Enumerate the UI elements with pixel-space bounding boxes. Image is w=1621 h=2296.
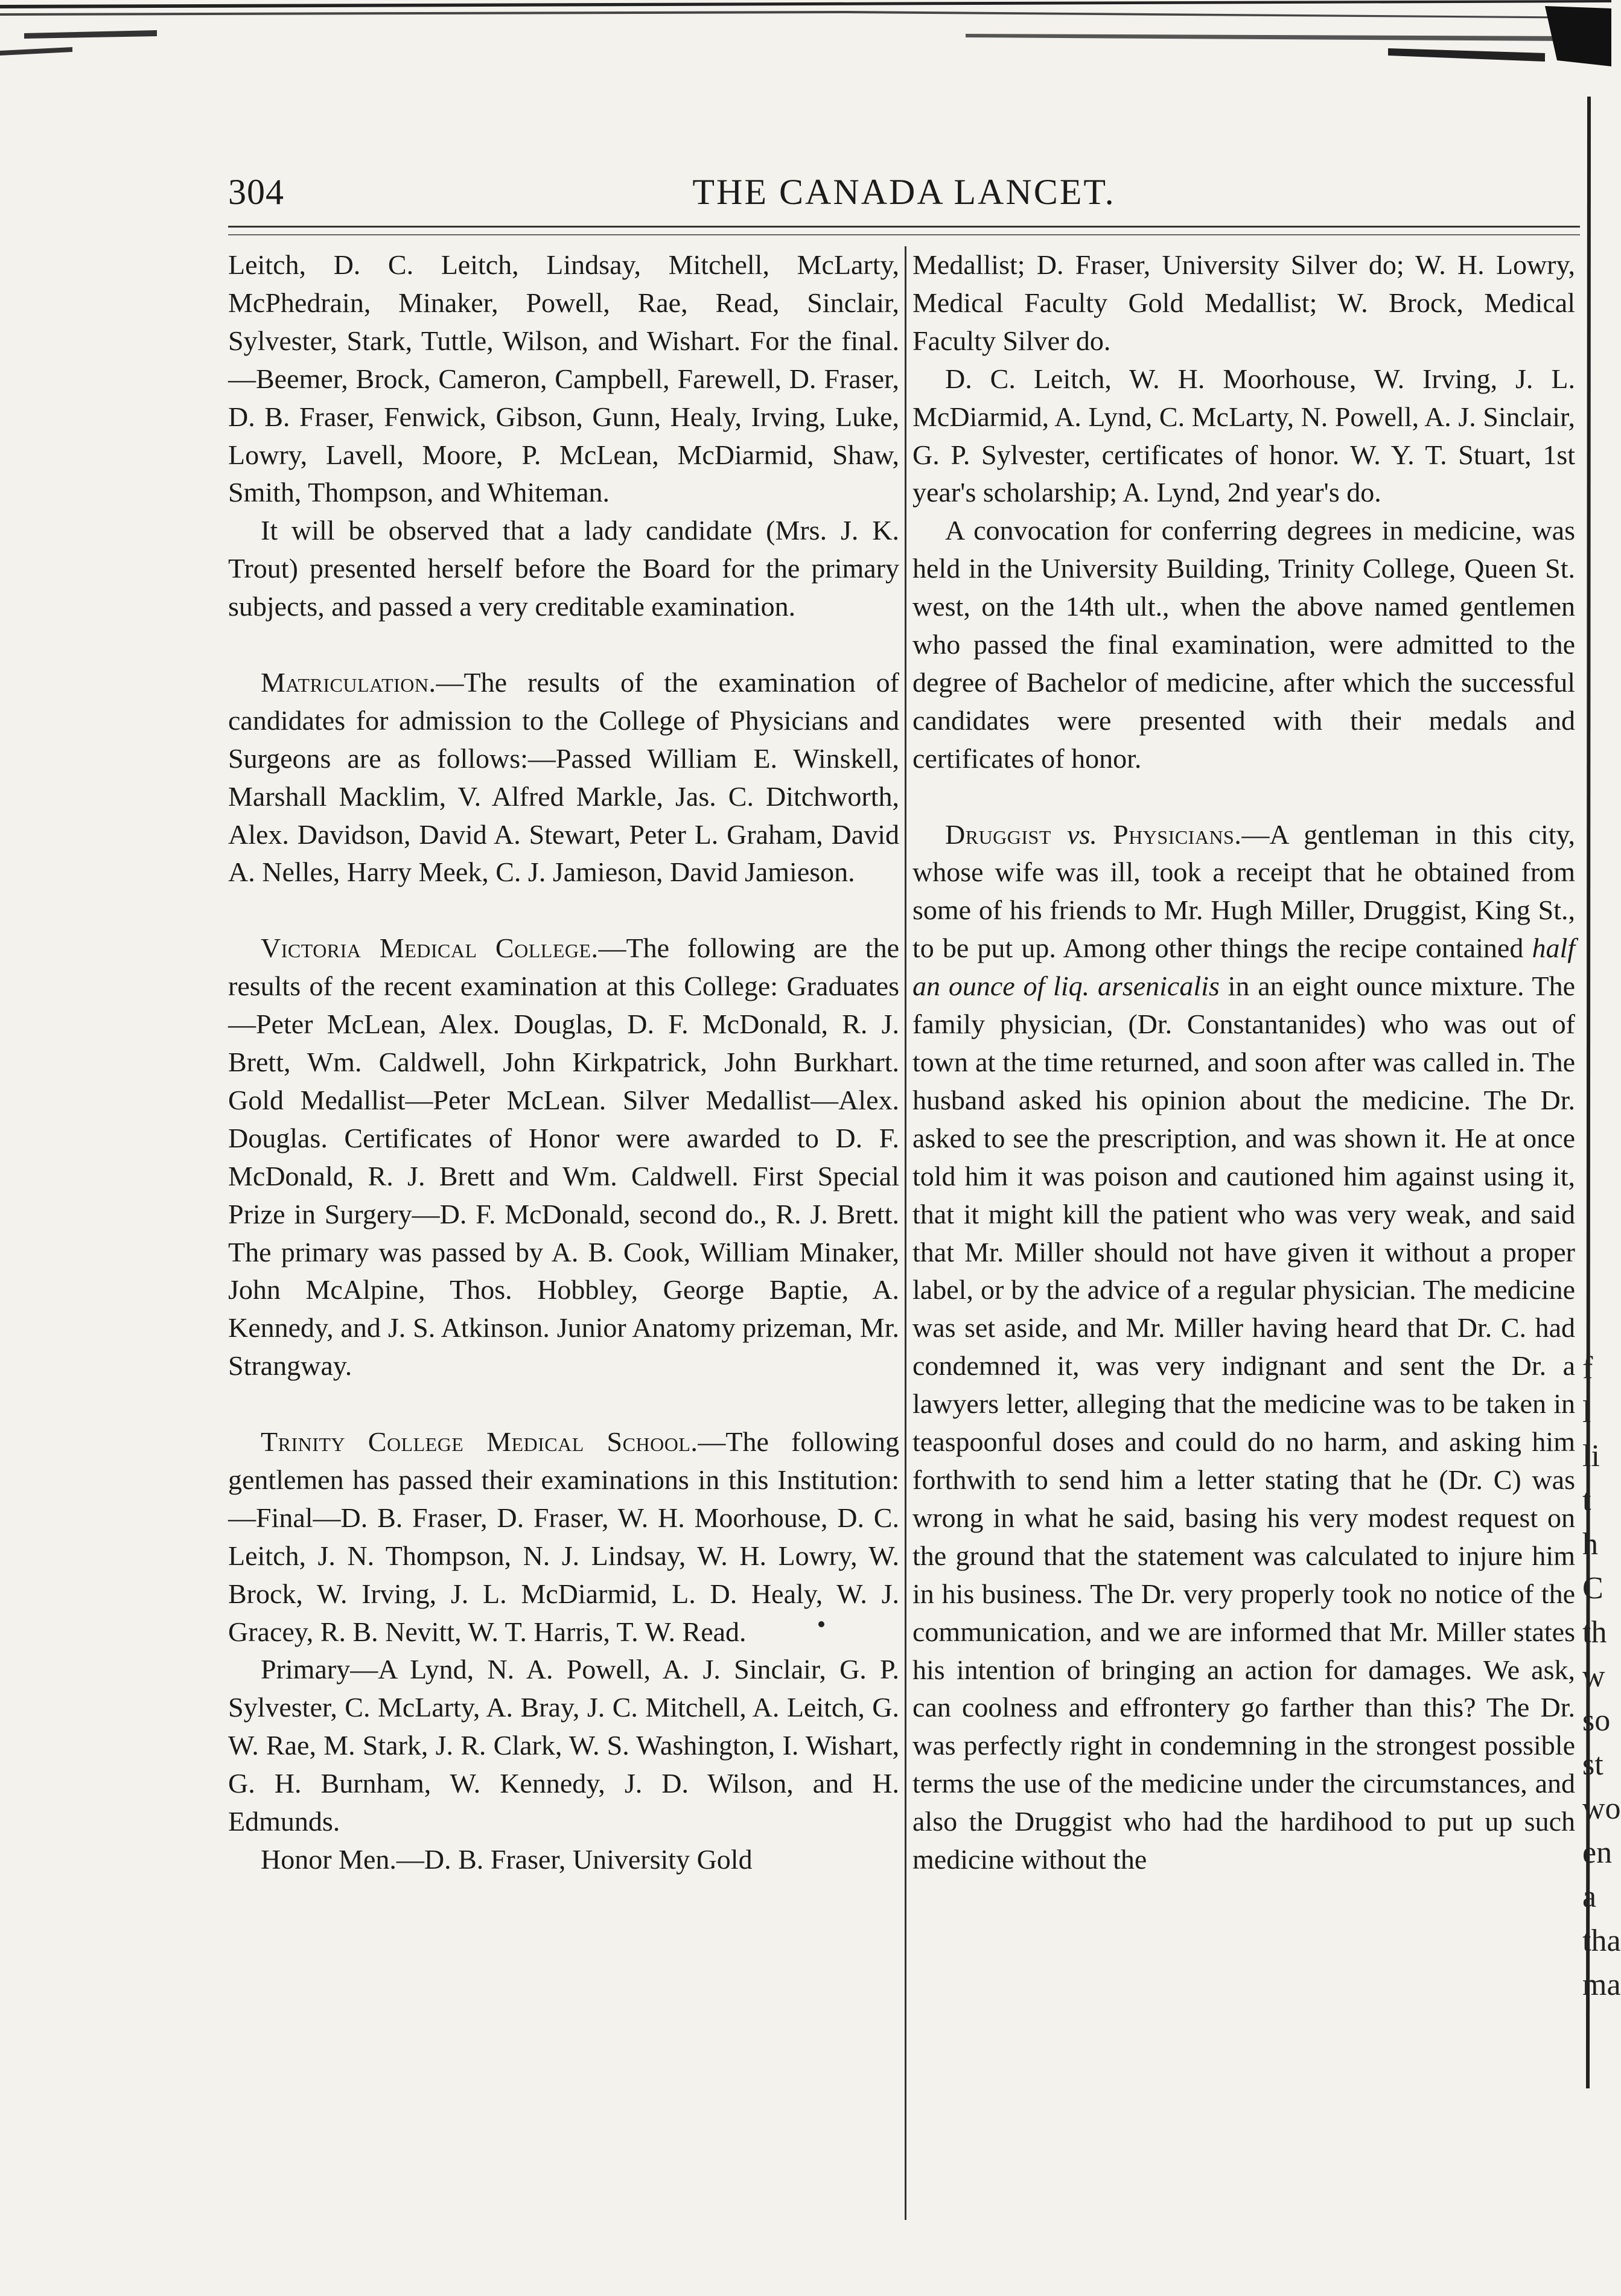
margin-fragment: ma (1582, 1968, 1621, 2002)
header-rule (228, 226, 1580, 228)
adjacent-page-fragments (1582, 1346, 1621, 2007)
margin-fragment: li (1582, 1439, 1600, 1473)
article-text: in an eight ounce mixture. The family physician, (Dr. Constantanides) who was out of town at the time returned, and soon after was called in. The husband asked his opinion about the medicine. The Dr. asked to see the prescription, and was shown it. He at once told him it was poison and cautioned him against using it, that it might kill the patient who was very weak, and said that Mr. Miller should not have given it without a proper label, or by the advice of a regular physician. The medicine was set aside, and Mr. Miller having heard that Dr. C. had condemned it, was very indignant and sent the Dr. a lawyers letter, alleging that the medicine was to be taken in teaspoonful doses and could do no harm, and asking him forthwith to send him a letter stating that he (Dr. C) was wrong in what he said, basing his very modest request on the ground that the statement was calculated to injure him in his business. The Dr. very properly took no notice of the communication, and we are informed that Mr. Miller states his intention of bringing an action for damages. We ask, can coolness and effrontery go farther than this? The Dr. was perfectly right in condemning in the strongest possible terms the use of the medicine under the circumstances, and also the Druggist who had the hardihood to put up such medicine without the (912, 971, 1575, 1875)
article-victoria-medical-college (228, 930, 899, 1385)
paragraph: Medallist; D. Fraser, University Silver do; W. H. Lowry, Medical Faculty Gold Medallist; W. Brock, Medical Faculty Silver do. (912, 249, 1575, 356)
paragraph: Leitch, D. C. Leitch, Lindsay, Mitchell, McLarty, McPhedrain, Minaker, Powell, Rae, Read, Sinclair, Sylvester, Stark, Tuttle, Wilson, and Wishart. For the final.—Beemer, Brock, Cameron, Campbell, Farewell, D. Fraser, D. B. Fraser, Fenwick, Gibson, Gunn, Healy, Irving, Luke, Lowry, Lavell, Moore, P. McLean, McDiarmid, Shaw, Smith, Thompson, and Whiteman. (228, 249, 899, 508)
article-text: —The results of the examination of candidates for admission to the College of Physicians and Surgeons are as follows:—Passed William E. Winskell, Marshall Macklim, V. Alfred Markle, Jas. C. Ditchworth, Alex. Davidson, David A. Stewart, Peter L. Graham, David A. Nelles, Harry Meek, C. J. Jamieson, David Jamieson. (228, 666, 899, 888)
margin-fragment: en (1582, 1835, 1613, 1870)
right-column (912, 246, 1575, 1879)
page-number: 304 (228, 172, 284, 212)
margin-fragment: a (1582, 1880, 1597, 1914)
column-divider (905, 246, 906, 2220)
article-druggist-vs-physicians (912, 816, 1575, 1879)
article-matriculation (228, 664, 899, 891)
section-heading: Victoria Medical College. (261, 933, 599, 964)
italic-phrase: half an ounce of liq. arsenicalis (912, 933, 1575, 1002)
header-rule-double (228, 234, 1580, 235)
paragraph: It will be observed that a lady candidate (Mrs. J. K. Trout) presented herself before the Board for the primary subjects, and passed a very creditable examination. (228, 515, 899, 622)
section-heading: Druggist (945, 818, 1051, 850)
margin-fragment: th (1582, 1615, 1607, 1650)
margin-fragment: w (1582, 1659, 1605, 1694)
left-column (228, 246, 899, 1879)
article-text: —A gentleman in this city, whose wife was ill, took a receipt that he obtained from some of his friends to Mr. Hugh Miller, Druggist, King St., to be put up. Among other things the recipe contained (912, 818, 1576, 964)
paragraph: Honor Men.—D. B. Fraser, University Gold (261, 1844, 753, 1875)
margin-fragment: wo (1582, 1791, 1621, 1826)
margin-fragment: so (1582, 1703, 1611, 1738)
article-trinity-college (228, 1423, 899, 1651)
paragraph: A convocation for conferring degrees in medicine, was held in the University Building, Trinity College, Queen St. west, on the 14th ult., when the above named gentlemen who passed the final examination, were admitted to the degree of Bachelor of medicine, after which the successful candidates were presented with their medals and certificates of honor. (912, 515, 1575, 774)
margin-fragment: t (1582, 1483, 1591, 1517)
paragraph: D. C. Leitch, W. H. Moorhouse, W. Irving, J. L. McDiarmid, A. Lynd, C. McLarty, N. Powell, A. J. Sinclair, G. P. Sylvester, certificates of honor. W. Y. T. Stuart, 1st year's scholarship; A. Lynd, 2nd year's do. (912, 363, 1575, 508)
running-title: THE CANADA LANCET. (692, 172, 1116, 212)
margin-fragment: C (1582, 1571, 1603, 1606)
section-ornament (818, 1621, 824, 1627)
section-heading: Physicians. (1113, 818, 1242, 850)
margin-fragment: f (1582, 1351, 1593, 1385)
scan-edge-top (0, 0, 1611, 72)
article-text: —The following gentlemen has passed their examinations in this Institution:—Final—D. B. Fraser, D. Fraser, W. H. Moorhouse, D. C. Leitch, J. N. Thompson, N. J. Lindsay, W. H. Lowry, W. Brock, W. Irving, J. L. McDiarmid, L. D. Healy, W. J. Gracey, R. B. Nevitt, W. T. Harris, T. W. Read. (228, 1426, 899, 1647)
paragraph: Primary—A Lynd, N. A. Powell, A. J. Sinclair, G. P. Sylvester, C. McLarty, A. Bray, J. C. Mitchell, A. Leitch, G. W. Rae, M. Stark, J. R. Clark, W. S. Washington, I. Wishart, G. H. Burnham, W. Kennedy, J. D. Wilson, and H. Edmunds. (228, 1654, 899, 1837)
margin-fragment: tha (1582, 1924, 1621, 1958)
article-text: —The following are the results of the recent examination at this College: Graduates—Peter McLean, Alex. Douglas, D. F. McDonald, R. J. Brett, Wm. Caldwell, John Kirkpatrick, John Burkhart. Gold Medallist—Peter McLean. Silver Medallist—Alex. Douglas. Certificates of Honor were awarded to D. F. McDonald, R. J. Brett and Wm. Caldwell. First Special Prize in Surgery—D. F. McDonald, second do., R. J. Brett. The primary was passed by A. B. Cook, William Minaker, John McAlpine, Thos. Hobbley, George Baptie, A. Kennedy, and J. S. Atkinson. Junior Anatomy prizeman, Mr. Strangway. (228, 933, 899, 1382)
page-header (228, 161, 1580, 227)
section-heading: Matriculation. (261, 666, 436, 698)
margin-fragment: st (1582, 1747, 1603, 1782)
section-heading: Trinity College Medical School. (261, 1426, 698, 1458)
margin-fragment: h (1582, 1527, 1598, 1561)
section-heading-versus: vs. (1067, 818, 1097, 850)
margin-fragment: l (1582, 1395, 1591, 1429)
